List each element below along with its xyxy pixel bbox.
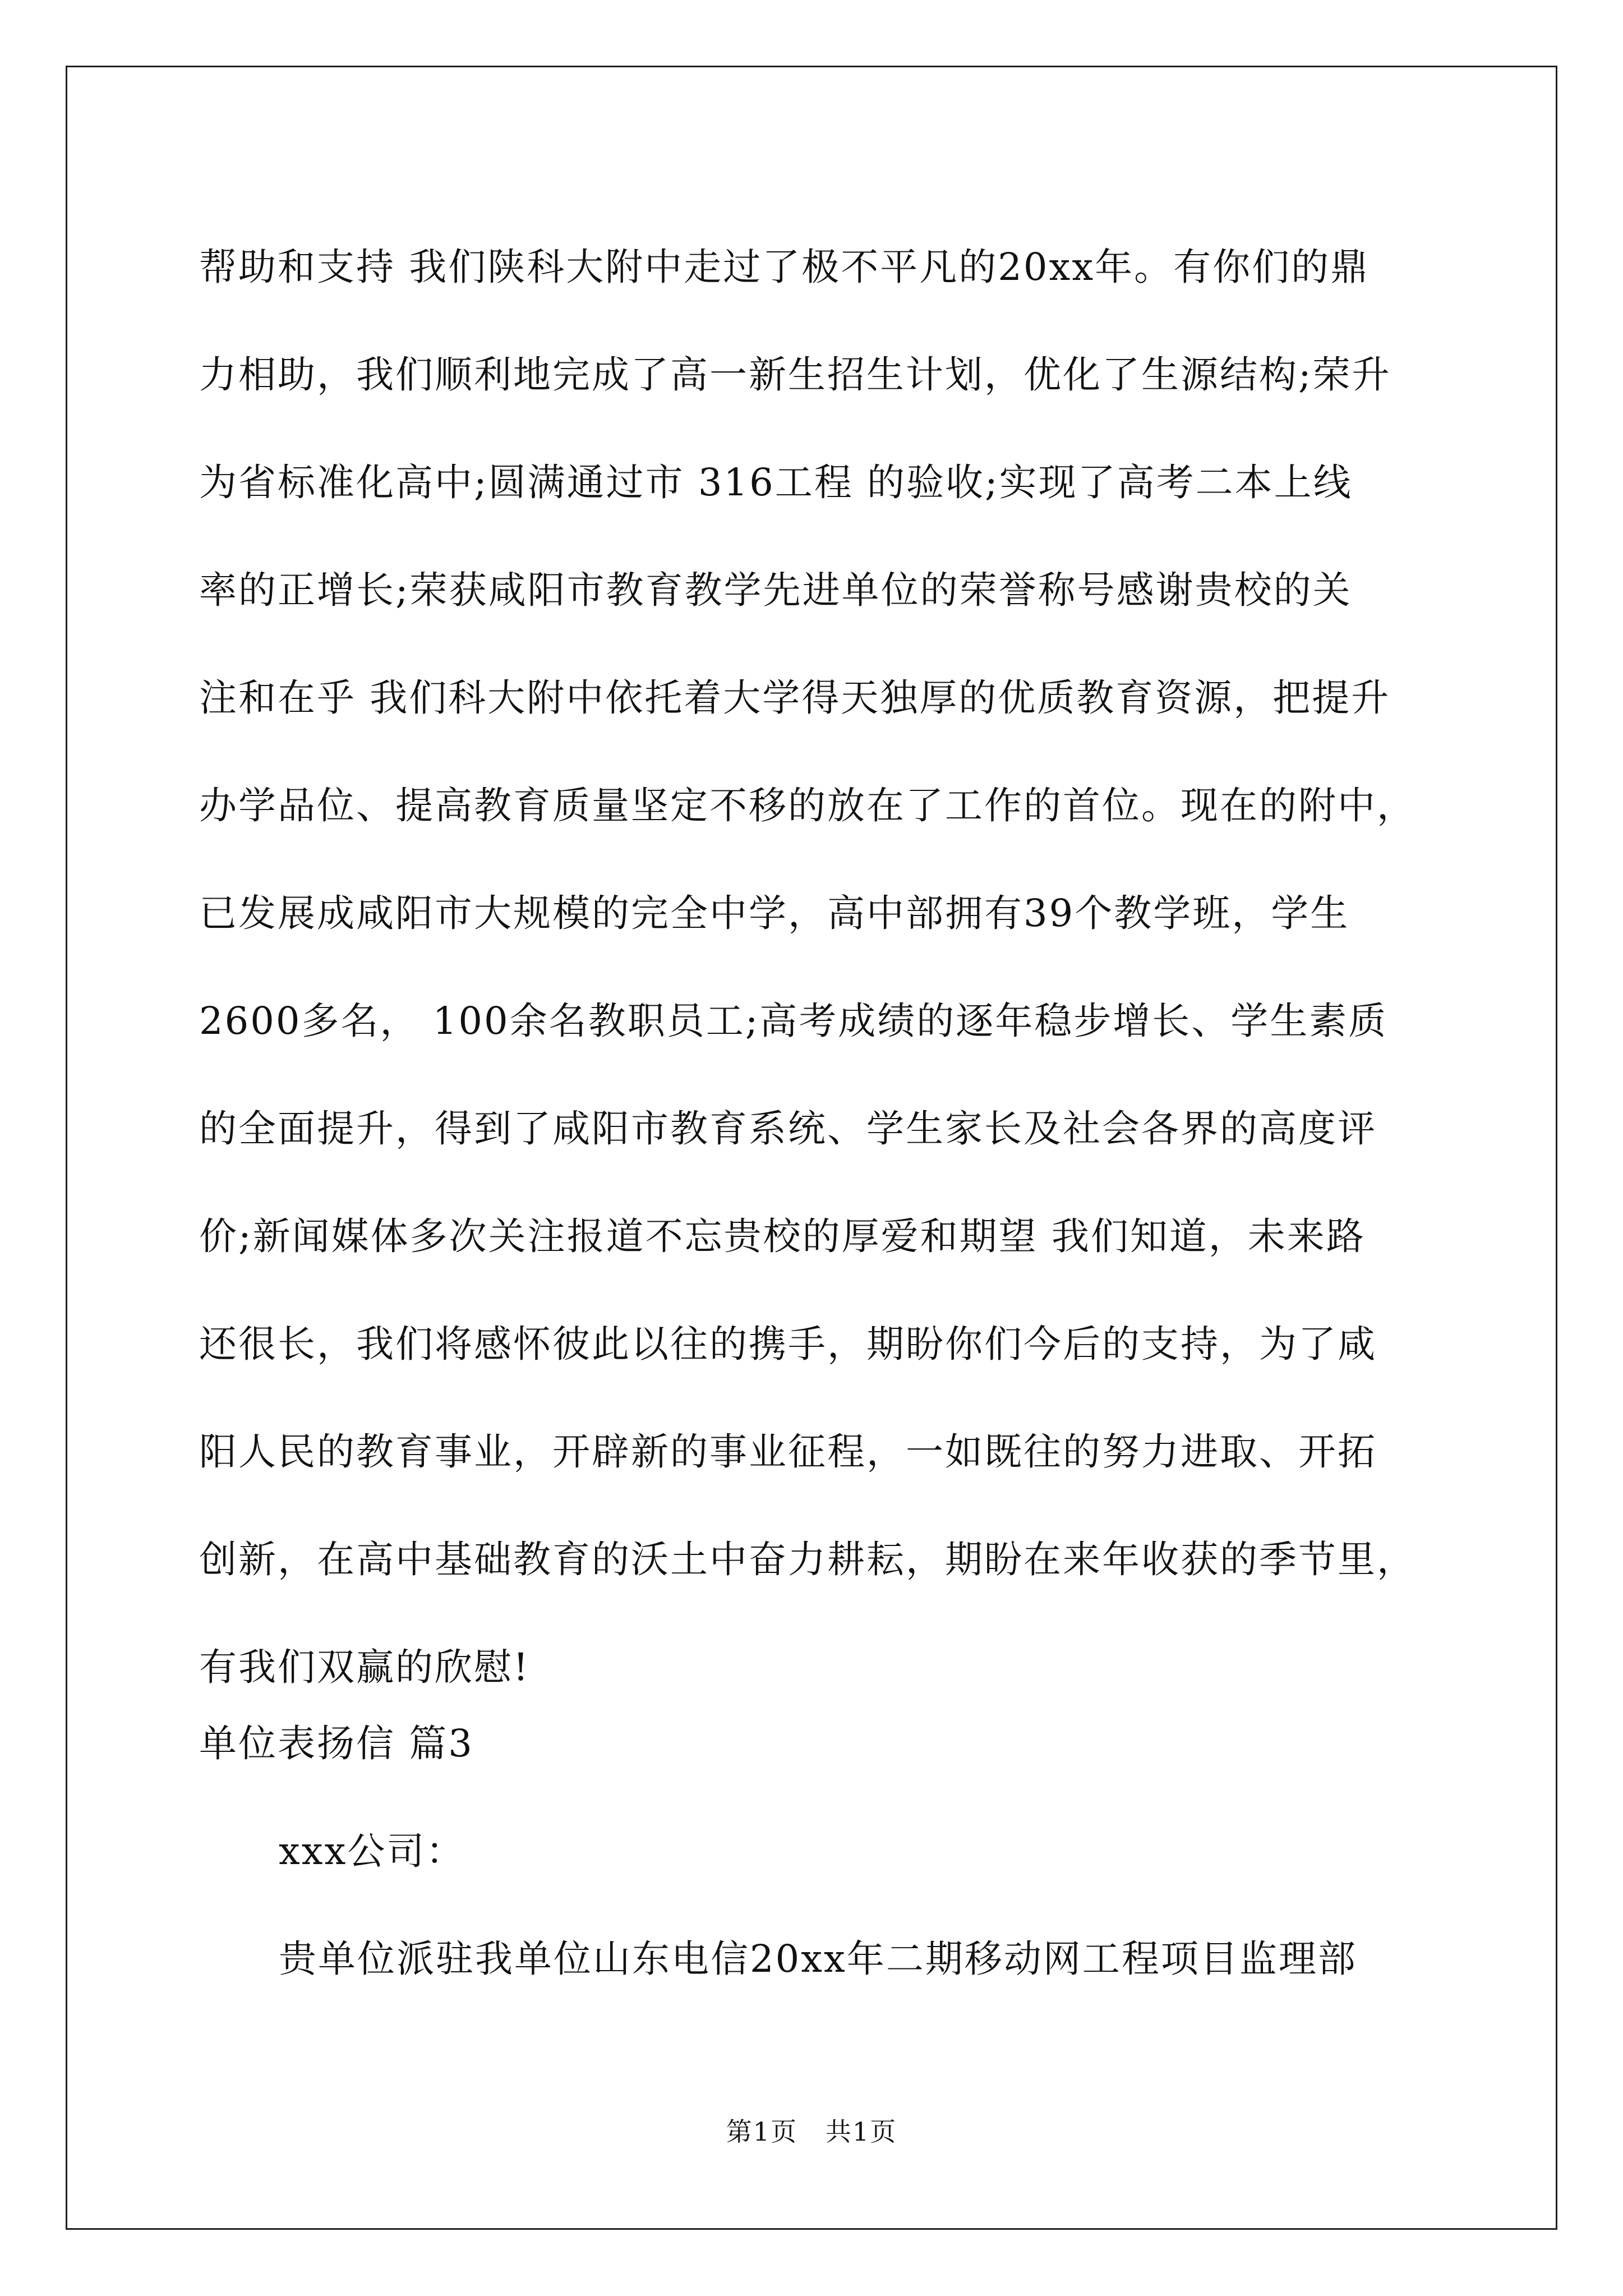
salutation: xxx公司： bbox=[279, 1829, 465, 1873]
body-line: 有我们双赢的欣慰! bbox=[199, 1645, 530, 1689]
page-footer: 第1页 共1页 bbox=[726, 2116, 897, 2147]
body-line: 注和在乎 我们科大附中依托着大学得天独厚的优质教育资源，把提升 bbox=[199, 676, 1391, 720]
body-line: 2600多名， 100余名教职员工;高考成绩的逐年稳步增长、学生素质 bbox=[199, 999, 1388, 1043]
body-line: 帮助和支持 我们陕科大附中走过了极不平凡的20xx年。有你们的鼎 bbox=[199, 245, 1370, 289]
body-line: 办学品位、提高教育质量坚定不移的放在了工作的首位。现在的附中， bbox=[199, 784, 1416, 827]
body-line: 的全面提升，得到了咸阳市教育系统、学生家长及社会各界的高度评 bbox=[199, 1107, 1377, 1151]
body-line: 力相助，我们顺利地完成了高一新生招生计划，优化了生源结构;荣升 bbox=[199, 353, 1391, 397]
body-line: 价;新闻媒体多次关注报道不忘贵校的厚爱和期望 我们知道，未来路 bbox=[199, 1214, 1366, 1258]
paragraph-start: 贵单位派驻我单位山东电信20xx年二期移动网工程项目监理部 bbox=[279, 1937, 1357, 1981]
body-line: 为省标准化高中;圆满通过市 316工程 的验收;实现了高考二本上线 bbox=[199, 461, 1353, 504]
body-line: 阳人民的教育事业，开辟新的事业征程，一如既往的努力进取、开拓 bbox=[199, 1430, 1377, 1474]
section-heading: 单位表扬信 篇3 bbox=[199, 1722, 474, 1765]
body-line: 创新，在高中基础教育的沃土中奋力耕耘，期盼在来年收获的季节里， bbox=[199, 1538, 1416, 1581]
body-line: 率的正增长;荣获咸阳市教育教学先进单位的荣誉称号感谢贵校的关 bbox=[199, 568, 1352, 612]
body-paragraph bbox=[199, 213, 1461, 1721]
body-line: 已发展成咸阳市大规模的完全中学，高中部拥有39个教学班，学生 bbox=[199, 891, 1350, 935]
body-line: 还很长，我们将感怀彼此以往的携手，期盼你们今后的支持，为了咸 bbox=[199, 1322, 1377, 1366]
